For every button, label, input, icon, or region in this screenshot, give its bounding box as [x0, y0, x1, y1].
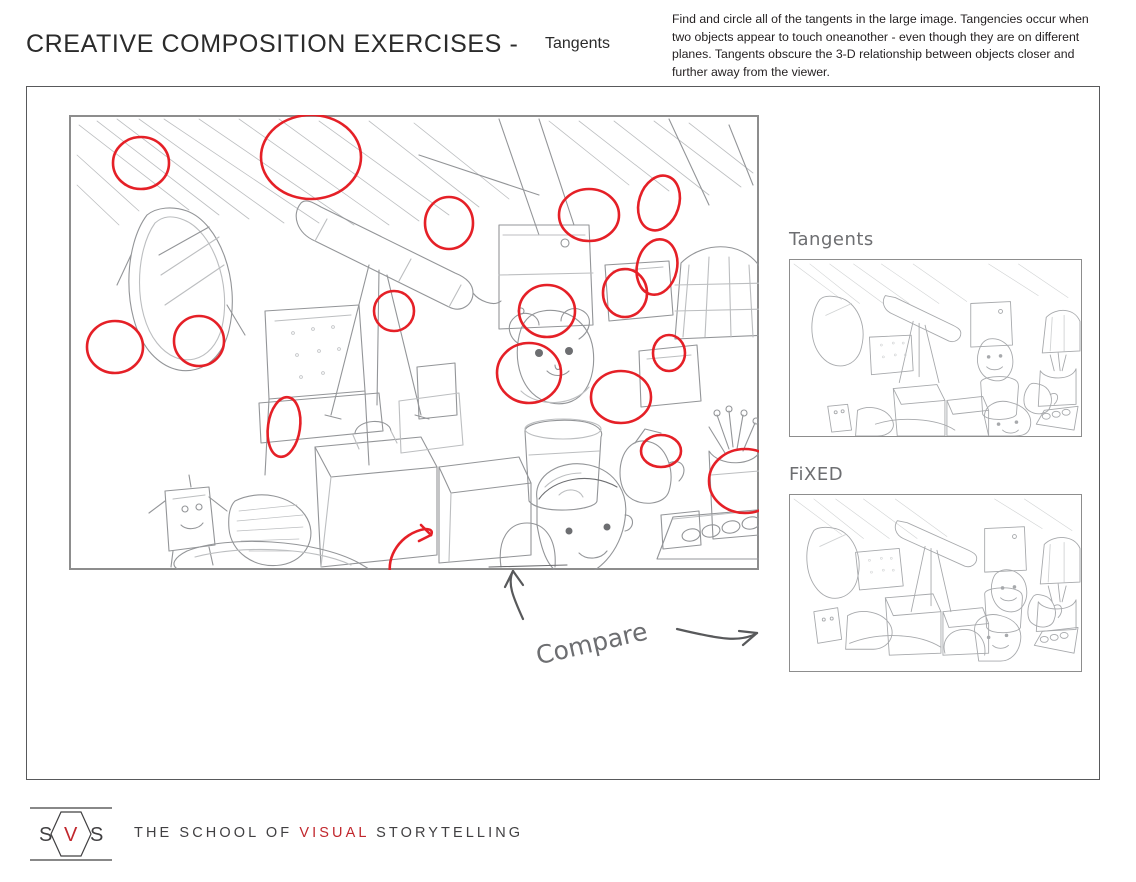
- logo-letter-v: V: [64, 824, 78, 846]
- worksheet-frame: [26, 86, 1100, 780]
- thumbnail-tangents-image: [789, 259, 1082, 437]
- logo-letter-s1: S: [39, 824, 53, 846]
- footer-brand-post: STORYTELLING: [368, 825, 524, 841]
- thumbnail-fixed-sketch: [790, 495, 1081, 671]
- page-footer: [0, 800, 1136, 882]
- thumbnail-fixed-label: FiXED: [789, 464, 844, 485]
- footer-brand-text: [134, 825, 523, 841]
- instructions-text: Find and circle all of the tangents in the large image. Tangencies occur when two objects appear to touch oneanother - even though they are on different planes. Tangents obscure the 3-D relationship between objects closer and further away from the viewer.: [672, 12, 1089, 79]
- svs-logo: [28, 806, 114, 862]
- thumbnail-tangents: [772, 229, 1082, 437]
- thumbnail-fixed-image: [789, 494, 1082, 672]
- thumbnail-tangents-sketch: [790, 260, 1081, 436]
- thumbnail-fixed: [772, 464, 1082, 687]
- compare-annotation: [467, 557, 777, 697]
- main-illustration-sketch: [69, 115, 759, 570]
- footer-brand-accent: VISUAL: [299, 825, 369, 841]
- thumbnail-tangents-label: Tangents: [789, 229, 874, 250]
- logo-letter-s2: S: [90, 824, 104, 846]
- page-subtitle: Tangents: [545, 35, 610, 52]
- page-title: CREATIVE COMPOSITION EXERCISES -: [26, 30, 519, 58]
- footer-brand-pre: THE SCHOOL OF: [134, 825, 300, 841]
- compare-label: Compare: [533, 616, 651, 671]
- main-illustration: [69, 115, 759, 570]
- page-header: [0, 0, 1136, 86]
